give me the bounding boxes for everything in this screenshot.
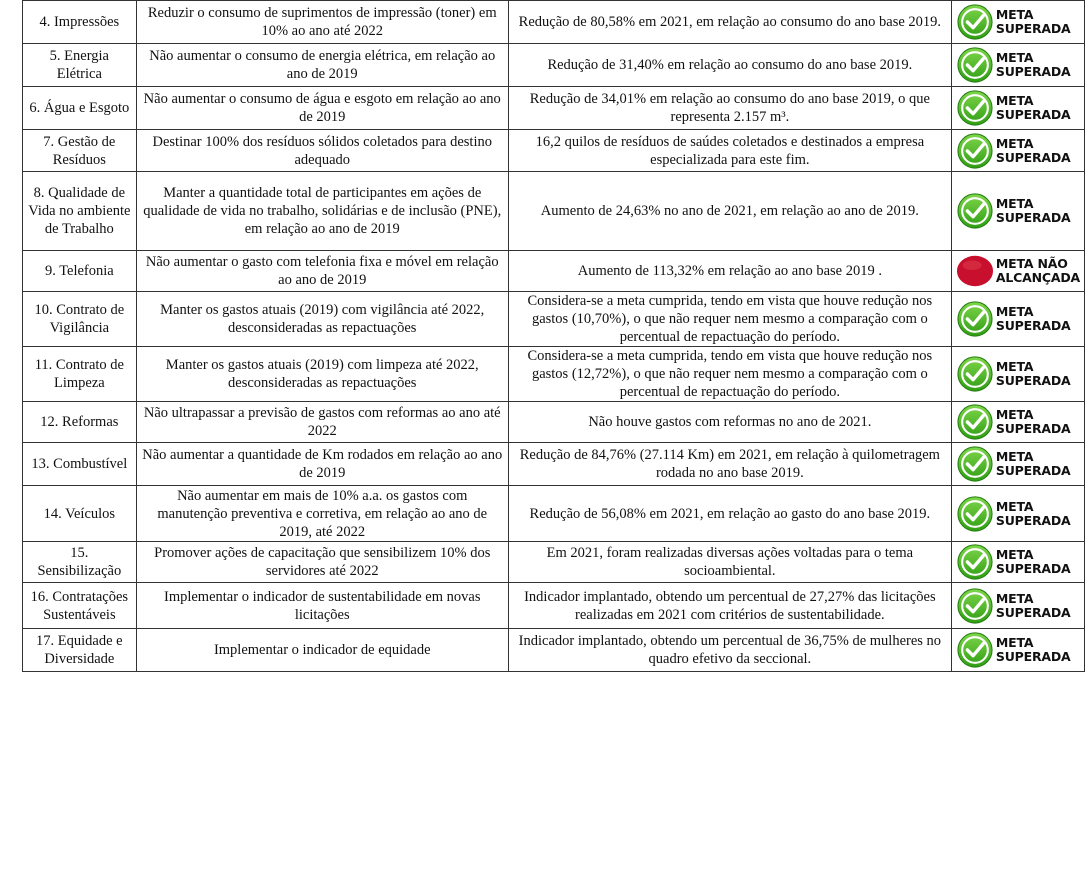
- badge-line1: META: [995, 93, 1034, 108]
- status-badge: [956, 251, 1080, 291]
- status-badge-cell: [951, 583, 1084, 629]
- status-badge: [956, 402, 1080, 442]
- status-badge: [956, 191, 1080, 231]
- check-circle-icon: [956, 495, 994, 533]
- status-badge: [956, 45, 1080, 85]
- status-badge: [956, 444, 1080, 484]
- check-circle-icon: [956, 89, 994, 127]
- status-badge-cell: [951, 130, 1084, 172]
- row-result-cell: Considera-se a meta cumprida, tendo em vista que houve redução nos gastos (12,72%), o que não requer nem mesmo a comparação com o percentual de repactuação do período.: [508, 347, 951, 402]
- table-row: [23, 542, 1085, 583]
- status-badge-cell: [951, 443, 1084, 486]
- check-circle-icon: [956, 300, 994, 338]
- status-badge-cell: [951, 251, 1084, 292]
- check-circle-icon: [956, 403, 994, 441]
- row-result-cell: Indicador implantado, obtendo um percentual de 36,75% de mulheres no quadro efetivo da seccional.: [508, 629, 951, 672]
- status-badge-cell: [951, 486, 1084, 542]
- badge-line1: META NÃO: [995, 256, 1068, 271]
- row-area-cell: 10. Contrato de Vigilância: [23, 292, 137, 347]
- row-goal-cell: Não aumentar a quantidade de Km rodados em relação ao ano de 2019: [136, 443, 508, 486]
- badge-line2: SUPERADA: [995, 373, 1071, 388]
- row-goal-cell: Manter os gastos atuais (2019) com vigilância até 2022, desconsideradas as repactuações: [136, 292, 508, 347]
- table-row: [23, 443, 1085, 486]
- row-goal-cell: Manter a quantidade total de participantes em ações de qualidade de vida no trabalho, solidárias e de inclusão (PNE), em relação ao ano de 2019: [136, 172, 508, 251]
- badge-line2: SUPERADA: [995, 107, 1071, 122]
- row-area-cell: 13. Combustível: [23, 443, 137, 486]
- table-row: [23, 583, 1085, 629]
- badge-line1: META: [995, 547, 1034, 562]
- row-result-cell: Aumento de 113,32% em relação ao ano base 2019 .: [508, 251, 951, 292]
- status-badge: [956, 630, 1080, 670]
- badge-line2: SUPERADA: [995, 210, 1071, 225]
- status-badge-cell: [951, 542, 1084, 583]
- red-circle-icon: [956, 252, 994, 290]
- badge-line1: META: [995, 590, 1034, 606]
- table-row: [23, 44, 1085, 87]
- row-result-cell: Indicador implantado, obtendo um percentual de 27,27% das licitações realizadas em 2021 com critérios de sustentabilidade.: [508, 583, 951, 629]
- row-area-cell: 7. Gestão de Resíduos: [23, 130, 137, 172]
- status-badge: [956, 299, 1080, 339]
- badge-line1: META: [995, 359, 1034, 374]
- table-row: [23, 87, 1085, 130]
- badge-line1: META: [995, 196, 1034, 211]
- table-row: [23, 402, 1085, 443]
- badge-line2: SUPERADA: [995, 561, 1071, 576]
- status-badge-cell: [951, 87, 1084, 130]
- row-area-cell: 12. Reformas: [23, 402, 137, 443]
- row-area-cell: 16. Contratações Sustentáveis: [23, 583, 137, 629]
- row-result-cell: Redução de 84,76% (27.114 Km) em 2021, em relação à quilometragem rodada no ano base 2019.: [508, 443, 951, 486]
- badge-line1: META: [995, 635, 1034, 650]
- row-area-cell: 8. Qualidade de Vida no ambiente de Trabalho: [23, 172, 137, 251]
- row-result-cell: Considera-se a meta cumprida, tendo em vista que houve redução nos gastos (10,70%), o que não requer nem mesmo a comparação com o percentual de repactuação do período.: [508, 292, 951, 347]
- row-goal-cell: Manter os gastos atuais (2019) com limpeza até 2022, desconsideradas as repactuações: [136, 347, 508, 402]
- row-area-cell: 11. Contrato de Limpeza: [23, 347, 137, 402]
- table-row: [23, 172, 1085, 251]
- row-result-cell: Redução de 80,58% em 2021, em relação ao consumo do ano base 2019.: [508, 1, 951, 44]
- badge-line2: SUPERADA: [995, 463, 1071, 478]
- check-circle-icon: [956, 445, 994, 483]
- badge-line1: META: [995, 407, 1034, 422]
- status-badge: [956, 88, 1080, 128]
- check-circle-icon: [956, 132, 994, 170]
- goals-table: [22, 0, 1085, 672]
- status-badge-cell: [951, 402, 1084, 443]
- table-row: [23, 251, 1085, 292]
- row-goal-cell: Implementar o indicador de sustentabilidade em novas licitações: [136, 583, 508, 629]
- status-badge: [956, 542, 1080, 582]
- badge-line2: SUPERADA: [995, 649, 1071, 664]
- badge-line1: META: [995, 7, 1034, 22]
- check-circle-icon: [956, 631, 994, 669]
- badge-line2: SUPERADA: [995, 512, 1071, 528]
- row-result-cell: Redução de 56,08% em 2021, em relação ao gasto do ano base 2019.: [508, 486, 951, 542]
- status-badge-cell: [951, 629, 1084, 672]
- badge-line1: META: [995, 304, 1034, 319]
- row-result-cell: Redução de 31,40% em relação ao consumo do ano base 2019.: [508, 44, 951, 87]
- badge-line1: META: [995, 135, 1034, 151]
- table-row: [23, 629, 1085, 672]
- row-area-cell: 17. Equidade e Diversidade: [23, 629, 137, 672]
- status-badge-cell: [951, 44, 1084, 87]
- row-area-cell: 6. Água e Esgoto: [23, 87, 137, 130]
- row-area-cell: 5. Energia Elétrica: [23, 44, 137, 87]
- row-result-cell: Aumento de 24,63% no ano de 2021, em relação ao ano de 2019.: [508, 172, 951, 251]
- badge-line2: SUPERADA: [995, 21, 1071, 36]
- badge-line2: SUPERADA: [995, 64, 1071, 79]
- status-badge: [956, 2, 1080, 42]
- table-row: [23, 130, 1085, 172]
- table-row: [23, 486, 1085, 542]
- check-circle-icon: [956, 46, 994, 84]
- status-badge: [956, 354, 1080, 394]
- badge-line1: META: [995, 449, 1034, 464]
- badge-line1: META: [995, 498, 1034, 514]
- status-badge: [956, 131, 1080, 171]
- status-badge: [956, 494, 1080, 534]
- row-area-cell: 9. Telefonia: [23, 251, 137, 292]
- row-result-cell: Em 2021, foram realizadas diversas ações voltadas para o tema socioambiental.: [508, 542, 951, 583]
- check-circle-icon: [956, 192, 994, 230]
- status-badge-cell: [951, 347, 1084, 402]
- table-row: [23, 347, 1085, 402]
- row-goal-cell: Não aumentar o consumo de água e esgoto em relação ao ano de 2019: [136, 87, 508, 130]
- check-circle-icon: [956, 587, 994, 625]
- row-result-cell: Não houve gastos com reformas no ano de 2021.: [508, 402, 951, 443]
- row-area-cell: 14. Veículos: [23, 486, 137, 542]
- table-row: [23, 292, 1085, 347]
- row-result-cell: 16,2 quilos de resíduos de saúdes coletados e destinados a empresa especializada para este fim.: [508, 130, 951, 172]
- badge-line2: ALCANÇADA: [995, 270, 1080, 285]
- row-goal-cell: Reduzir o consumo de suprimentos de impressão (toner) em 10% ao ano até 2022: [136, 1, 508, 44]
- table-row: [23, 1, 1085, 44]
- status-badge: [956, 586, 1080, 626]
- row-goal-cell: Não aumentar o consumo de energia elétrica, em relação ao ano de 2019: [136, 44, 508, 87]
- check-circle-icon: [956, 3, 994, 41]
- row-goal-cell: Destinar 100% dos resíduos sólidos coletados para destino adequado: [136, 130, 508, 172]
- row-result-cell: Redução de 34,01% em relação ao consumo do ano base 2019, o que representa 2.157 m³.: [508, 87, 951, 130]
- status-badge-cell: [951, 172, 1084, 251]
- row-goal-cell: Implementar o indicador de equidade: [136, 629, 508, 672]
- badge-line2: SUPERADA: [995, 318, 1071, 333]
- status-badge-cell: [951, 292, 1084, 347]
- row-area-cell: 4. Impressões: [23, 1, 137, 44]
- row-goal-cell: Não aumentar o gasto com telefonia fixa e móvel em relação ao ano de 2019: [136, 251, 508, 292]
- status-badge-cell: [951, 1, 1084, 44]
- check-circle-icon: [956, 543, 994, 581]
- row-goal-cell: Não aumentar em mais de 10% a.a. os gastos com manutenção preventiva e corretiva, em relação ao ano de 2019, até 2022: [136, 486, 508, 542]
- check-circle-icon: [956, 355, 994, 393]
- row-goal-cell: Não ultrapassar a previsão de gastos com reformas ao ano até 2022: [136, 402, 508, 443]
- badge-line2: SUPERADA: [995, 604, 1071, 620]
- badge-line2: SUPERADA: [995, 421, 1071, 436]
- row-area-cell: 15. Sensibilização: [23, 542, 137, 583]
- badge-line2: SUPERADA: [995, 149, 1071, 165]
- badge-line1: META: [995, 50, 1034, 65]
- row-goal-cell: Promover ações de capacitação que sensibilizem 10% dos servidores até 2022: [136, 542, 508, 583]
